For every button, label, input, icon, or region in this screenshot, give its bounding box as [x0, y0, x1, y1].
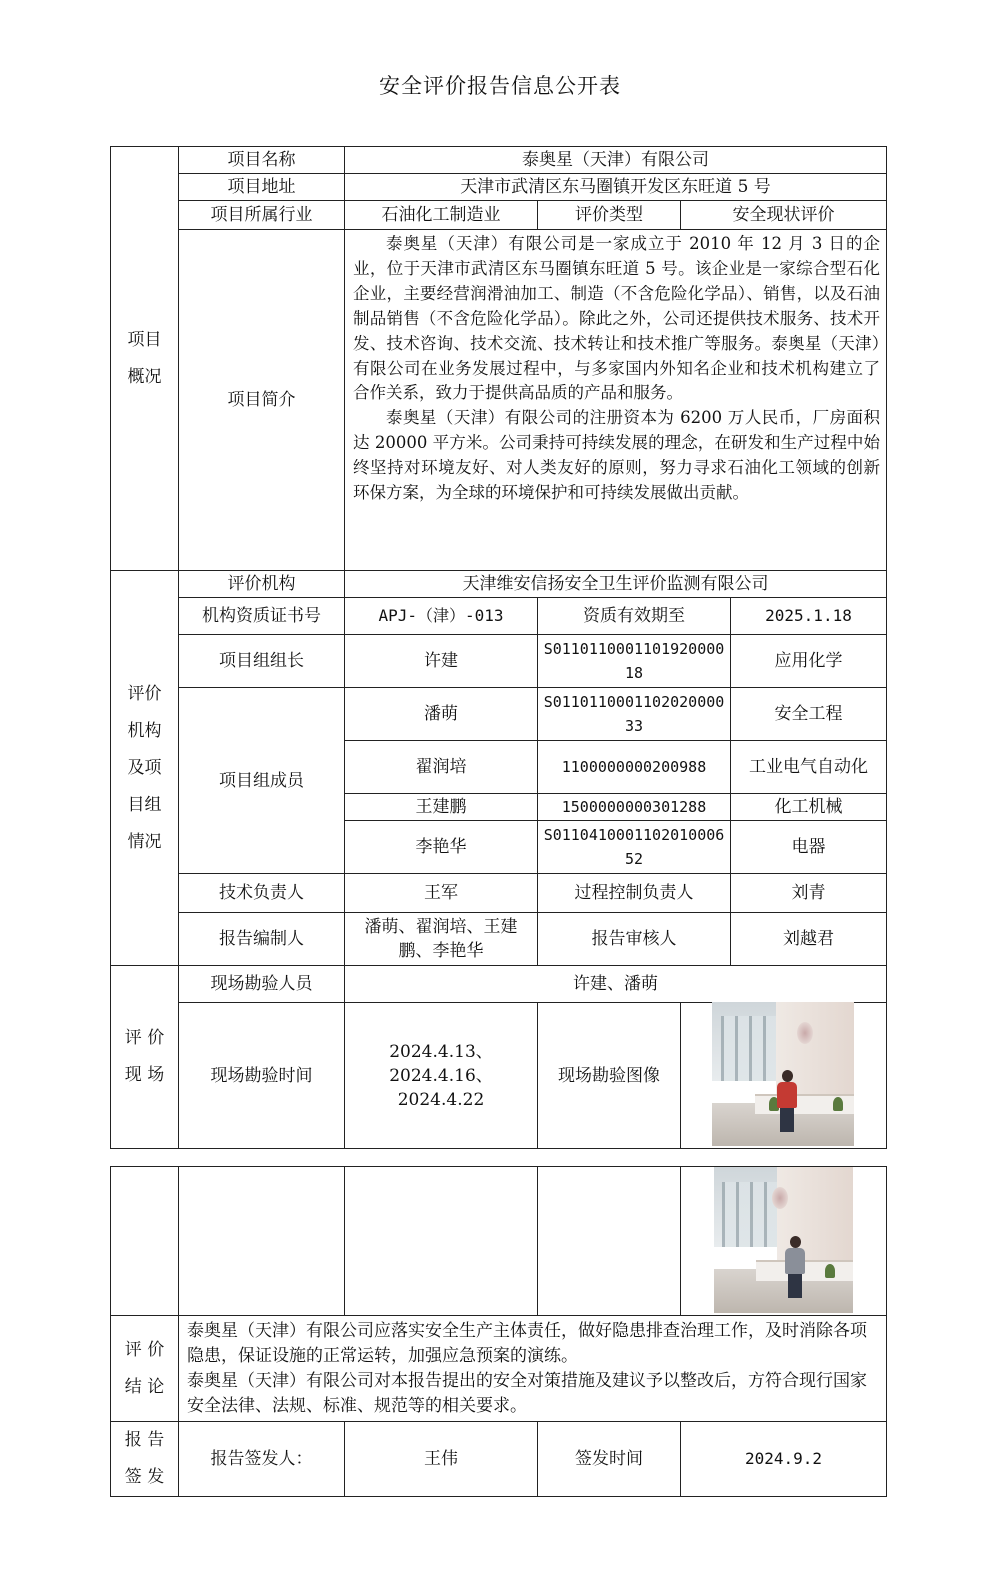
- members-label: 项目组成员: [179, 688, 345, 874]
- intro-label: 项目简介: [179, 230, 345, 571]
- member-name: 潘萌: [345, 688, 538, 741]
- empty-cell: [345, 1167, 538, 1316]
- site-time-value: 2024.4.13、 2024.4.16、 2024.4.22: [345, 1003, 538, 1149]
- project-address-label: 项目地址: [179, 174, 345, 201]
- empty-cell: [111, 1167, 179, 1316]
- reviewer-label: 报告审核人: [538, 913, 731, 966]
- conclusion-paragraph-2: 泰奥星（天津）有限公司对本报告提出的安全对策措施及建议予以整改后，方符合现行国家安全法律、法规、标准、规范等的相关要求。: [187, 1370, 867, 1416]
- member-major: 化工机械: [731, 794, 887, 821]
- site-time-label: 现场勘验时间: [179, 1003, 345, 1149]
- issue-date-label: 签发时间: [538, 1422, 681, 1497]
- conclusion-paragraph-1: 泰奥星（天津）有限公司应落实安全生产主体责任，做好隐患排查治理工作，及时消除各项隐患，保证设施的正常运转，加强应急预案的演练。: [187, 1320, 867, 1366]
- member-name: 王建鹏: [345, 794, 538, 821]
- site-staff-label: 现场勘验人员: [179, 966, 345, 1003]
- reviewer-value: 刘越君: [731, 913, 887, 966]
- site-image-label: 现场勘验图像: [538, 1003, 681, 1149]
- intro-text: [345, 230, 887, 571]
- process-lead-label: 过程控制负责人: [538, 874, 731, 913]
- site-photo-1: [712, 1002, 854, 1146]
- member-major: 安全工程: [731, 688, 887, 741]
- compiler-value: 潘萌、翟润培、王建鹏、李艳华: [345, 913, 538, 966]
- member-cert-code: 1100000000200988: [538, 741, 731, 794]
- tech-lead-value: 王军: [345, 874, 538, 913]
- member-major: 电器: [731, 821, 887, 874]
- cert-label: 机构资质证书号: [179, 598, 345, 635]
- section-conclusion-label: [111, 1316, 179, 1422]
- info-table-1: [110, 146, 887, 1149]
- site-photo-2: [714, 1167, 853, 1313]
- page-title: 安全评价报告信息公开表: [379, 74, 621, 98]
- eval-type-value: 安全现状评价: [681, 201, 887, 230]
- leader-cert-code: S011011000110192000018: [538, 635, 731, 688]
- section-overview-label: [111, 147, 179, 571]
- overview-section-text: 项目 概况: [127, 329, 162, 387]
- conclusion-section-text: 评 价 结 论: [124, 1339, 165, 1397]
- signer-value: 王伟: [345, 1422, 538, 1497]
- leader-label: 项目组组长: [179, 635, 345, 688]
- eval-type-label: 评价类型: [538, 201, 681, 230]
- project-name-value: 泰奥星（天津）有限公司: [345, 147, 887, 174]
- process-lead-value: 刘青: [731, 874, 887, 913]
- leader-major: 应用化学: [731, 635, 887, 688]
- intro-paragraph-1: 泰奥星（天津）有限公司是一家成立于 2010 年 12 月 3 日的企业，位于天津市武清区东马圈镇东旺道 5 号。该企业是一家综合型石化企业，主要经营润滑油加工、制造（不含危险化学品）、销售，以及石油制品销售（不含危险化学品）。除此之外，公司还提供技术服务、技术开发、技术咨询、技术交流、技术转让和技术推广等服务。泰奥星（天津）有限公司在业务发展过程中，与多家国内外知名企业和技术机构建立了合作关系，致力于提供高品质的产品和服务。: [353, 234, 880, 403]
- member-cert-code: S011041000110201000652: [538, 821, 731, 874]
- valid-value: 2025.1.18: [731, 598, 887, 635]
- site-section-text: 评 价 现 场: [124, 1028, 165, 1085]
- section-issue-label: [111, 1422, 179, 1497]
- empty-cell: [538, 1167, 681, 1316]
- industry-label: 项目所属行业: [179, 201, 345, 230]
- member-major: 工业电气自动化: [731, 741, 887, 794]
- signer-label: 报告签发人：: [179, 1422, 345, 1497]
- conclusion-text: [179, 1316, 887, 1422]
- project-address-value: 天津市武清区东马圈镇开发区东旺道 5 号: [345, 174, 887, 201]
- cert-value: APJ-（津）-013: [345, 598, 538, 635]
- section-agency-label: [111, 571, 179, 966]
- section-site-label: [111, 966, 179, 1149]
- empty-cell: [179, 1167, 345, 1316]
- tech-lead-label: 技术负责人: [179, 874, 345, 913]
- org-value: 天津维安信扬安全卫生评价监测有限公司: [345, 571, 887, 598]
- member-cert-code: S011011000110202000033: [538, 688, 731, 741]
- industry-value: 石油化工制造业: [345, 201, 538, 230]
- leader-name: 许建: [345, 635, 538, 688]
- issue-date-value: 2024.9.2: [681, 1422, 887, 1497]
- valid-label: 资质有效期至: [538, 598, 731, 635]
- member-cert-code: 1500000000301288: [538, 794, 731, 821]
- site-staff-value: 许建、潘萌: [345, 966, 887, 1003]
- member-name: 李艳华: [345, 821, 538, 874]
- compiler-label: 报告编制人: [179, 913, 345, 966]
- agency-section-text: 评价 机构 及项 目组 情况: [127, 683, 162, 852]
- org-label: 评价机构: [179, 571, 345, 598]
- member-name: 翟润培: [345, 741, 538, 794]
- project-name-label: 项目名称: [179, 147, 345, 174]
- issue-section-text: 报 告 签 发: [124, 1430, 165, 1487]
- intro-paragraph-2: 泰奥星（天津）有限公司的注册资本为 6200 万人民币，厂房面积达 20000 平方米。公司秉持可持续发展的理念，在研发和生产过程中始终坚持对环境友好、对人类友好的原则，努力寻求石油化工领域的创新环保方案，为全球的环境保护和可持续发展做出贡献。: [353, 408, 880, 503]
